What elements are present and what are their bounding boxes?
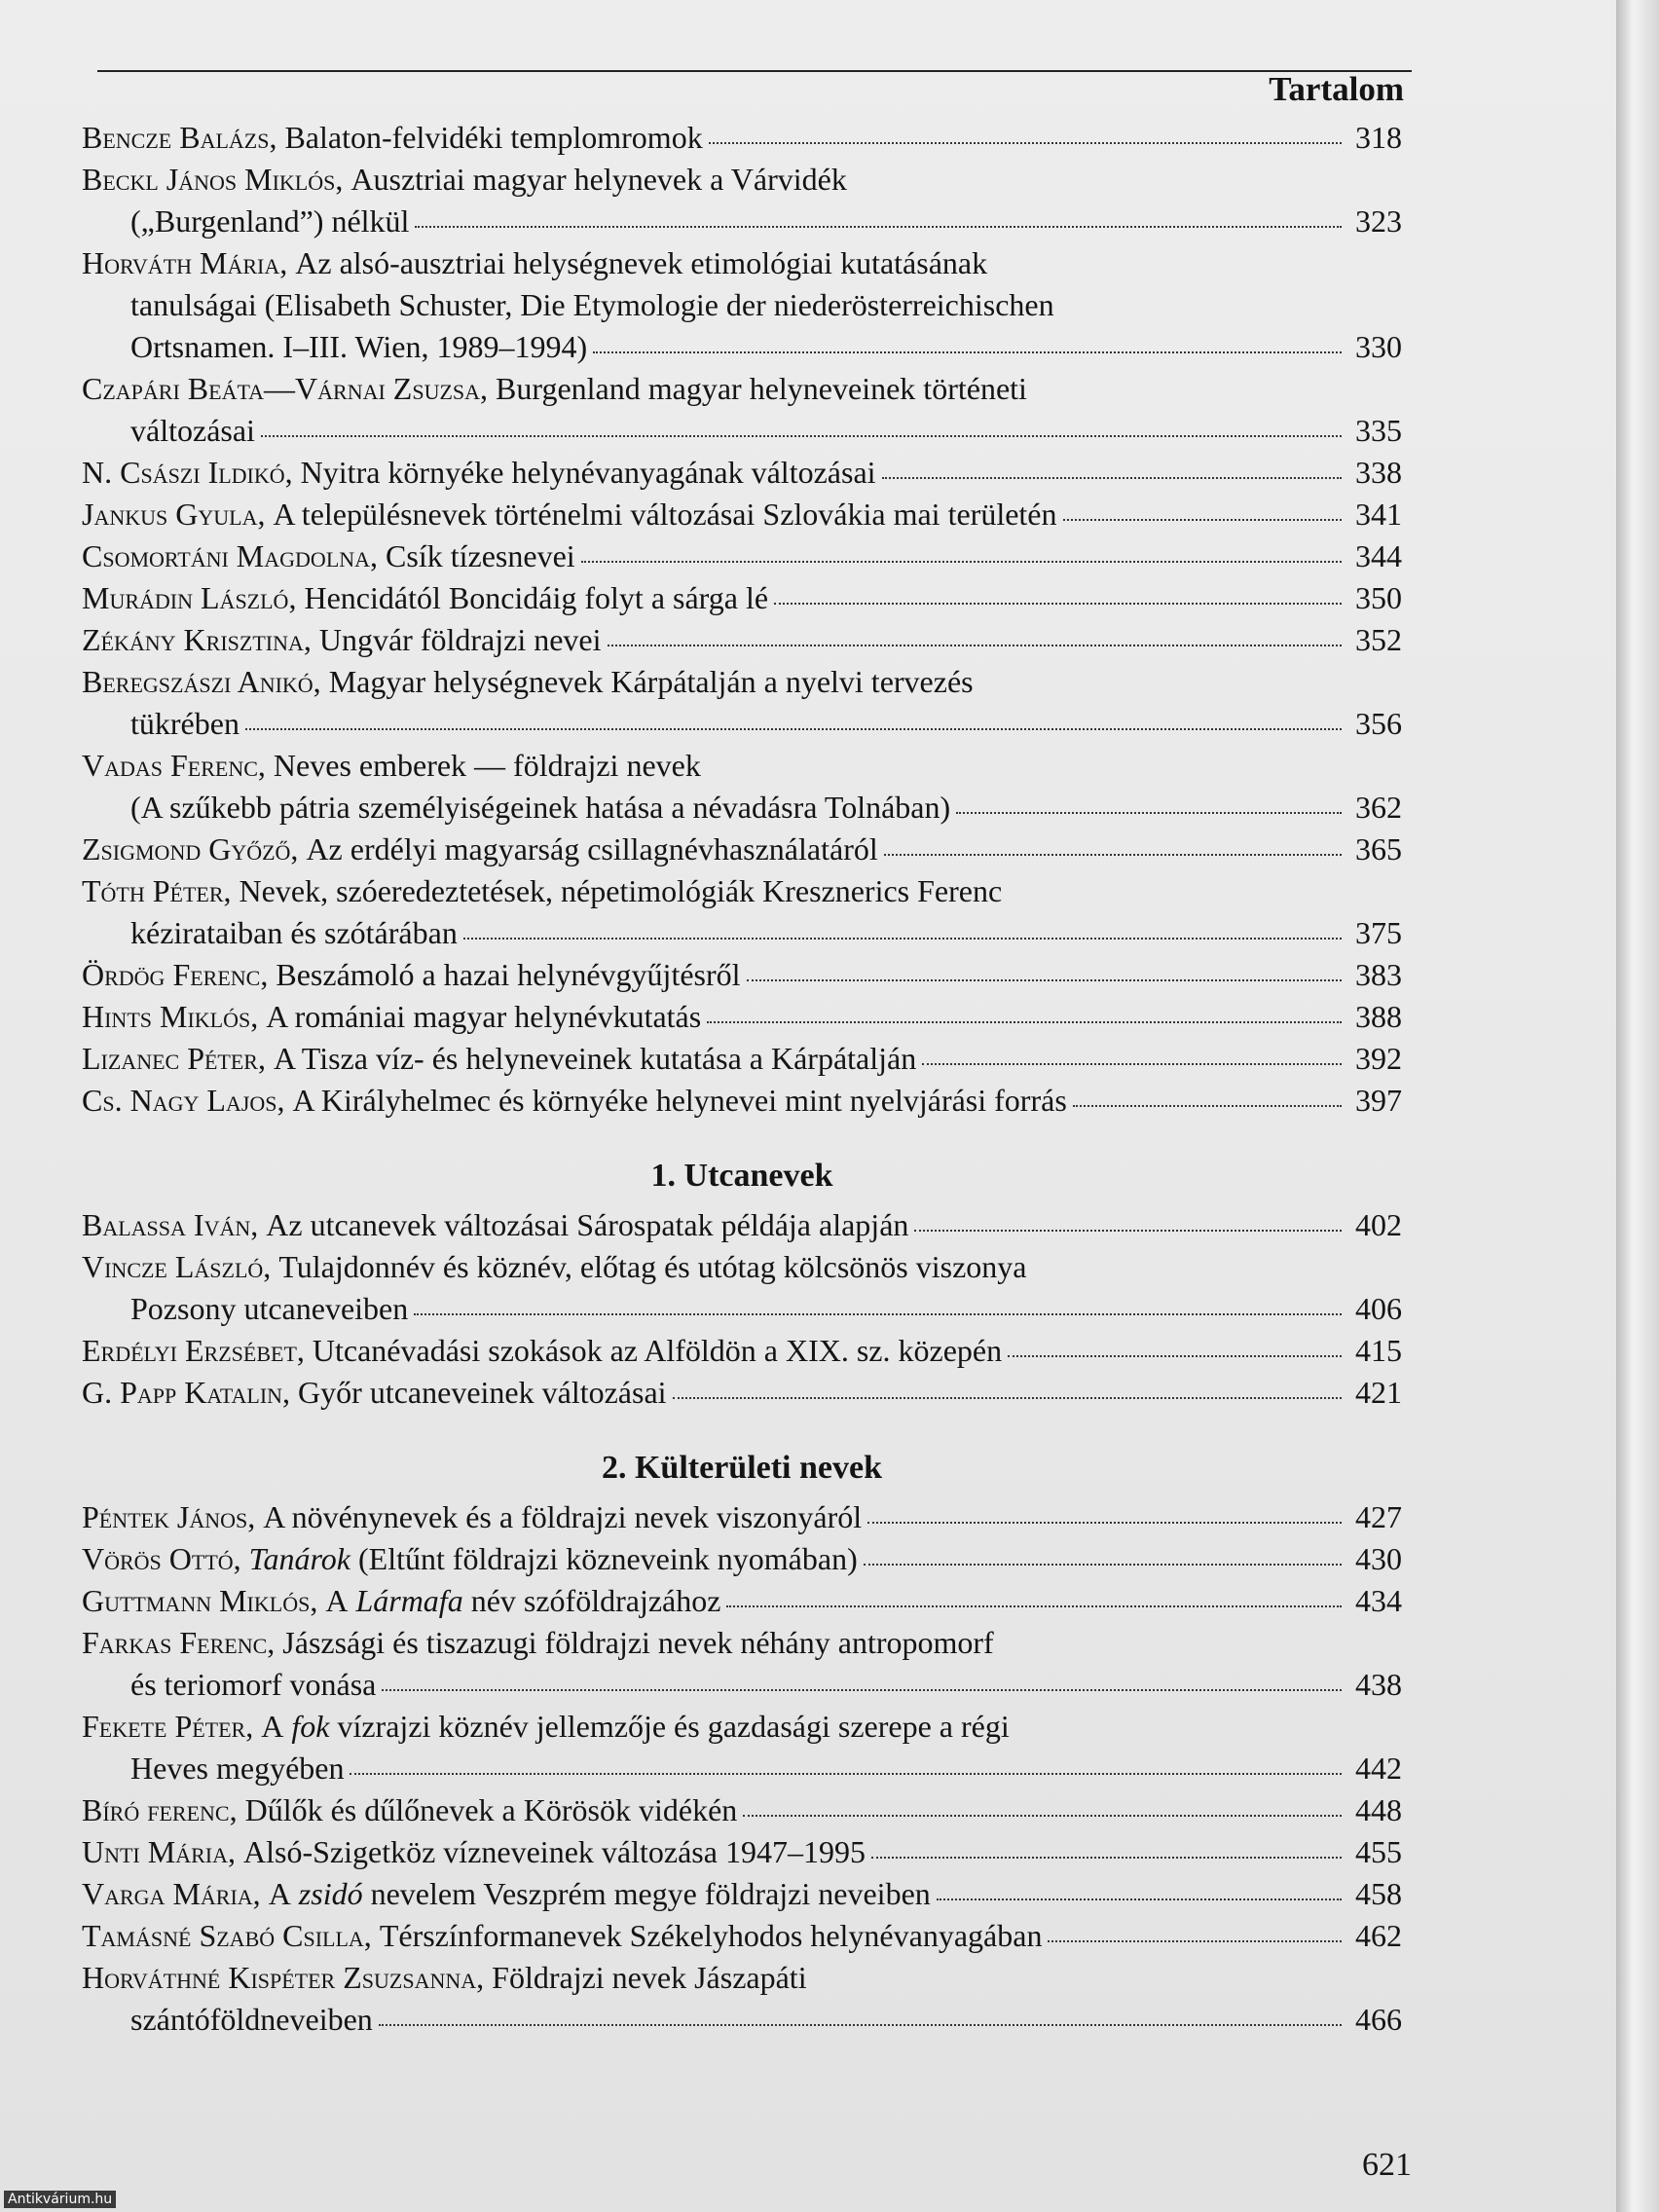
toc-entry <box>82 1496 1402 1538</box>
toc-title-text: név szóföldrajzához <box>470 1583 721 1618</box>
toc-entry-line <box>82 1496 1402 1538</box>
toc-author: Lizanec Péter, <box>82 1041 266 1076</box>
toc-leader-dots <box>743 1814 1342 1817</box>
toc-page-number: 365 <box>1355 831 1402 866</box>
toc-page-number: 458 <box>1355 1876 1402 1911</box>
toc-entry-line <box>82 1873 1402 1915</box>
toc-entry-line <box>82 326 1402 368</box>
page-number: 621 <box>1362 2147 1412 2183</box>
toc-entry-line <box>82 1038 1402 1080</box>
toc-title-text: Ortsnamen. I–III. Wien, 1989–1994) <box>130 329 588 364</box>
toc-entry <box>82 619 1402 661</box>
toc-title-text: Térszínformanevek Székelyhodos helynévanyagában <box>379 1918 1043 1953</box>
toc-entry-line <box>82 619 1402 661</box>
toc-entry-line <box>82 1538 1402 1580</box>
toc-entry <box>82 996 1402 1038</box>
toc-title-text: (A szűkebb pátria személyiségeinek hatása a névadásra Tolnában) <box>130 790 951 825</box>
toc-author: Balassa Iván, <box>82 1207 259 1242</box>
toc-entry-line <box>82 787 1402 829</box>
toc-content <box>82 117 1402 2041</box>
toc-entry-line <box>82 1831 1402 1873</box>
toc-page-number: 350 <box>1355 580 1402 615</box>
toc-title-text: változásai <box>130 413 255 448</box>
toc-title-text: Csík tízesnevei <box>386 538 575 573</box>
toc-title-text: Az alsó-ausztriai helységnevek etimológiai kutatásának <box>295 245 988 280</box>
toc-title-text: Nyitra környéke helynévanyagának változásai <box>300 455 876 490</box>
toc-title-text: szántóföldneveiben <box>130 2002 373 2037</box>
toc-author: Bencze Balázs, <box>82 120 277 155</box>
page-edge <box>1616 0 1659 2212</box>
toc-leader-dots <box>414 1312 1342 1315</box>
toc-author: Fekete Péter, <box>82 1709 254 1744</box>
toc-author: Horváthné Kispéter Zsuzsanna, <box>82 1960 485 1995</box>
toc-author: Varga Mária, <box>82 1876 261 1911</box>
toc-author: Beckl János Miklós, <box>82 162 344 197</box>
toc-entry <box>82 368 1402 452</box>
toc-entry-line <box>82 284 1402 326</box>
toc-title-text: Jászsági és tiszazugi földrajzi nevek néhány antropomorf <box>282 1625 994 1660</box>
toc-entry-line <box>82 870 1402 912</box>
toc-entry-line <box>82 1789 1402 1831</box>
toc-entry-line <box>82 1957 1402 1999</box>
toc-page-number: 466 <box>1355 2002 1402 2037</box>
toc-entry-line <box>82 661 1402 703</box>
toc-entry-line <box>82 1580 1402 1622</box>
toc-leader-dots <box>463 937 1342 940</box>
toc-title-text: A Tisza víz- és helyneveinek kutatása a Kárpátalján <box>274 1041 917 1076</box>
toc-entry-line <box>82 1664 1402 1706</box>
toc-leader-dots <box>709 141 1342 144</box>
toc-entry <box>82 870 1402 954</box>
toc-author: Zsigmond Győző, <box>82 831 299 866</box>
toc-leader-dots <box>882 476 1342 479</box>
toc-entry-line <box>82 201 1402 242</box>
toc-page-number: 352 <box>1355 622 1402 657</box>
toc-leader-dots <box>864 1563 1342 1566</box>
toc-author: Guttmann Miklós, <box>82 1583 318 1618</box>
toc-author: Bíró ferenc, <box>82 1792 238 1827</box>
toc-list-section2 <box>82 1496 1402 2041</box>
toc-author: Csomortáni Magdolna, <box>82 538 379 573</box>
toc-entry-line <box>82 452 1402 494</box>
toc-entry-line <box>82 1080 1402 1122</box>
toc-leader-dots <box>673 1396 1342 1399</box>
toc-author: Vadas Ferenc, <box>82 748 266 783</box>
toc-entry-line <box>82 1706 1402 1748</box>
toc-title-text: A romániai magyar helynévkutatás <box>266 999 702 1034</box>
toc-leader-dots <box>937 1898 1342 1900</box>
toc-leader-dots <box>1048 1939 1342 1942</box>
toc-leader-dots <box>1073 1104 1342 1107</box>
toc-title-text: nevelem Veszprém megye földrajzi neveiben <box>370 1876 931 1911</box>
toc-entry-line <box>82 1372 1402 1414</box>
toc-author: N. Császi Ildikó, <box>82 455 293 490</box>
toc-leader-dots <box>350 1772 1342 1775</box>
toc-title-text: Utcanévadási szokások az Alföldön a XIX. sz. közepén <box>312 1333 1003 1368</box>
toc-title-prefix: A <box>268 1876 291 1911</box>
toc-title-text: Ungvár földrajzi nevei <box>318 622 602 657</box>
toc-leader-dots <box>871 1856 1342 1859</box>
toc-list-section1 <box>82 1204 1402 1414</box>
toc-title-text: Az erdélyi magyarság csillagnévhasználatáról <box>306 831 878 866</box>
toc-page-number: 383 <box>1355 957 1402 992</box>
toc-title-text: Dűlők és dűlőnevek a Körösök vidékén <box>244 1792 738 1827</box>
toc-author: Zékány Krisztina, <box>82 622 312 657</box>
toc-page-number: 448 <box>1355 1792 1402 1827</box>
toc-entry-line <box>82 912 1402 954</box>
toc-leader-dots <box>914 1229 1342 1232</box>
toc-page-number: 442 <box>1355 1751 1402 1786</box>
toc-page-number: 455 <box>1355 1834 1402 1869</box>
toc-entry-line <box>82 368 1402 410</box>
toc-title-text: vízrajzi köznév jellemzője és gazdasági szerepe a régi <box>337 1709 1010 1744</box>
section-heading-utcanevek: 1. Utcanevek <box>650 1158 833 1194</box>
toc-leader-dots <box>593 350 1342 353</box>
toc-entry <box>82 1706 1402 1789</box>
toc-entry <box>82 452 1402 494</box>
toc-entry-line <box>82 535 1402 577</box>
toc-leader-dots <box>774 602 1342 605</box>
toc-leader-dots <box>1008 1354 1342 1357</box>
toc-page-number: 388 <box>1355 999 1402 1034</box>
toc-author: Beregszászi Anikó, <box>82 664 321 699</box>
toc-entry-line <box>82 745 1402 787</box>
toc-entry-line <box>82 954 1402 996</box>
toc-title-text: kézirataiban és szótárában <box>130 915 458 950</box>
toc-leader-dots <box>1063 518 1343 521</box>
toc-leader-dots <box>245 727 1342 730</box>
toc-entry <box>82 1246 1402 1330</box>
toc-page-number: 406 <box>1355 1291 1402 1326</box>
toc-entry-line <box>82 829 1402 870</box>
toc-leader-dots <box>581 560 1342 563</box>
toc-entry-line <box>82 703 1402 745</box>
toc-entry <box>82 494 1402 535</box>
toc-entry <box>82 1915 1402 1957</box>
toc-title-text: (Eltűnt földrajzi közneveink nyomában) <box>358 1541 858 1576</box>
toc-author: Jankus Gyula, <box>82 497 266 532</box>
toc-author: Tóth Péter, <box>82 873 232 908</box>
watermark: Antikvárium.hu <box>4 2191 116 2208</box>
toc-entry-line <box>82 1246 1402 1288</box>
toc-entry <box>82 117 1402 159</box>
toc-entry-line <box>82 1288 1402 1330</box>
toc-author: Unti Mária, <box>82 1834 236 1869</box>
toc-entry <box>82 1538 1402 1580</box>
toc-entry <box>82 1330 1402 1372</box>
toc-entry <box>82 1580 1402 1622</box>
toc-list-top <box>82 117 1402 1122</box>
toc-page-number: 318 <box>1355 120 1402 155</box>
toc-entry <box>82 954 1402 996</box>
toc-author: Farkas Ferenc, <box>82 1625 276 1660</box>
toc-title-prefix: A <box>261 1709 284 1744</box>
toc-author: G. Papp Katalin, <box>82 1375 291 1410</box>
toc-author: Vincze László, <box>82 1249 272 1284</box>
toc-leader-dots <box>922 1062 1342 1065</box>
toc-title-text: és teriomorf vonása <box>130 1667 377 1702</box>
toc-title-text: A Királyhelmec és környéke helynevei mint nyelvjárási forrás <box>292 1083 1067 1118</box>
toc-entry <box>82 1038 1402 1080</box>
toc-title-italic: Lármafa <box>355 1583 463 1618</box>
toc-entry-line <box>82 1915 1402 1957</box>
toc-entry <box>82 661 1402 745</box>
toc-page-number: 430 <box>1355 1541 1402 1576</box>
toc-title-text: Nevek, szóeredeztetések, népetimológiák Kresznerics Ferenc <box>239 873 1003 908</box>
toc-page-number: 338 <box>1355 455 1402 490</box>
toc-leader-dots <box>707 1020 1342 1023</box>
toc-author: Tamásné Szabó Csilla, <box>82 1918 372 1953</box>
toc-page-number: 341 <box>1355 497 1402 532</box>
toc-title-text: A településnevek történelmi változásai Szlovákia mai területén <box>273 497 1057 532</box>
toc-entry <box>82 745 1402 829</box>
toc-leader-dots <box>956 811 1342 814</box>
toc-page-number: 323 <box>1355 203 1402 239</box>
toc-leader-dots <box>726 1604 1342 1607</box>
toc-title-text: Földrajzi nevek Jászapáti <box>492 1960 807 1995</box>
toc-entry-line <box>82 577 1402 619</box>
toc-entry-line <box>82 1748 1402 1789</box>
toc-title-text: Hencidától Boncidáig folyt a sárga lé <box>304 580 769 615</box>
toc-entry-line <box>82 1330 1402 1372</box>
toc-title-text: Alsó-Szigetköz vízneveinek változása 1947–1995 <box>243 1834 866 1869</box>
toc-author: Hints Miklós, <box>82 999 259 1034</box>
toc-page-number: 375 <box>1355 915 1402 950</box>
running-header: Tartalom <box>1269 70 1404 108</box>
toc-title-prefix: A <box>325 1583 349 1618</box>
toc-entry-line <box>82 242 1402 284</box>
toc-author: Péntek János, <box>82 1499 256 1534</box>
toc-title-text: Győr utcaneveinek változásai <box>298 1375 667 1410</box>
toc-entry <box>82 1789 1402 1831</box>
toc-page-number: 462 <box>1355 1918 1402 1953</box>
toc-entry-line <box>82 410 1402 452</box>
toc-leader-dots <box>608 644 1342 646</box>
toc-title-text: Heves megyében <box>130 1751 345 1786</box>
toc-author: Vörös Ottó, <box>82 1541 241 1576</box>
toc-author: Czapári Beáta—Várnai Zsuzsa, <box>82 371 489 406</box>
toc-title-text: Tulajdonnév és köznév, előtag és utótag kölcsönös viszonya <box>278 1249 1027 1284</box>
toc-page-number: 421 <box>1355 1375 1402 1410</box>
toc-page-number: 434 <box>1355 1583 1402 1618</box>
toc-title-text: Neves emberek — földrajzi nevek <box>273 748 701 783</box>
toc-entry <box>82 829 1402 870</box>
toc-leader-dots <box>261 434 1342 437</box>
toc-leader-dots <box>747 978 1342 981</box>
section-heading-kulteruleti: 2. Külterületi nevek <box>601 1450 883 1486</box>
toc-title-text: Burgenland magyar helyneveinek történeti <box>496 371 1027 406</box>
toc-title-text: A növénynevek és a földrajzi nevek viszonyáról <box>263 1499 863 1534</box>
toc-title-text: Pozsony utcaneveiben <box>130 1291 409 1326</box>
toc-page-number: 362 <box>1355 790 1402 825</box>
toc-page-number: 415 <box>1355 1333 1402 1368</box>
toc-entry <box>82 242 1402 368</box>
toc-page-number: 335 <box>1355 413 1402 448</box>
toc-entry <box>82 1831 1402 1873</box>
toc-page-number: 402 <box>1355 1207 1402 1242</box>
toc-leader-dots <box>867 1521 1342 1524</box>
toc-title-italic: Tanárok <box>248 1541 350 1576</box>
toc-page-number: 356 <box>1355 706 1402 741</box>
toc-title-italic: fok <box>291 1709 330 1744</box>
toc-page-number: 397 <box>1355 1083 1402 1118</box>
toc-author: Cs. Nagy Lajos, <box>82 1083 285 1118</box>
toc-entry <box>82 1873 1402 1915</box>
toc-entry <box>82 159 1402 242</box>
toc-author: Erdélyi Erzsébet, <box>82 1333 305 1368</box>
toc-entry <box>82 1080 1402 1122</box>
toc-entry-line <box>82 996 1402 1038</box>
toc-author: Ördög Ferenc, <box>82 957 269 992</box>
toc-title-text: tükrében <box>130 706 240 741</box>
toc-title-text: Balaton-felvidéki templomromok <box>284 120 703 155</box>
toc-entry <box>82 535 1402 577</box>
toc-title-text: Ausztriai magyar helynevek a Várvidék <box>350 162 847 197</box>
toc-entry <box>82 577 1402 619</box>
toc-title-text: Beszámoló a hazai helynévgyűjtésről <box>276 957 741 992</box>
toc-entry-line <box>82 1999 1402 2041</box>
toc-page-number: 392 <box>1355 1041 1402 1076</box>
toc-page-number: 427 <box>1355 1499 1402 1534</box>
toc-leader-dots <box>415 225 1342 228</box>
toc-author: Horváth Mária, <box>82 245 288 280</box>
toc-entry-line <box>82 1622 1402 1664</box>
toc-entry <box>82 1622 1402 1706</box>
toc-entry <box>82 1957 1402 2041</box>
toc-entry-line <box>82 117 1402 159</box>
toc-page-number: 330 <box>1355 329 1402 364</box>
toc-entry-line <box>82 1204 1402 1246</box>
toc-author: Murádin László, <box>82 580 297 615</box>
toc-title-text: Az utcanevek változásai Sárospatak példája alapján <box>266 1207 909 1242</box>
toc-entry <box>82 1204 1402 1246</box>
toc-title-text: Magyar helységnevek Kárpátalján a nyelvi tervezés <box>328 664 974 699</box>
toc-leader-dots <box>382 1688 1342 1691</box>
toc-leader-dots <box>379 2023 1342 2026</box>
toc-entry <box>82 1372 1402 1414</box>
toc-title-text: („Burgenland”) nélkül <box>130 203 410 239</box>
toc-title-text: tanulságai (Elisabeth Schuster, Die Etymologie der niederösterreichischen <box>130 287 1054 322</box>
toc-entry-line <box>82 159 1402 201</box>
toc-page-number: 344 <box>1355 538 1402 573</box>
toc-entry-line <box>82 494 1402 535</box>
toc-leader-dots <box>884 853 1342 856</box>
toc-page-number: 438 <box>1355 1667 1402 1702</box>
toc-title-italic: zsidó <box>298 1876 363 1911</box>
